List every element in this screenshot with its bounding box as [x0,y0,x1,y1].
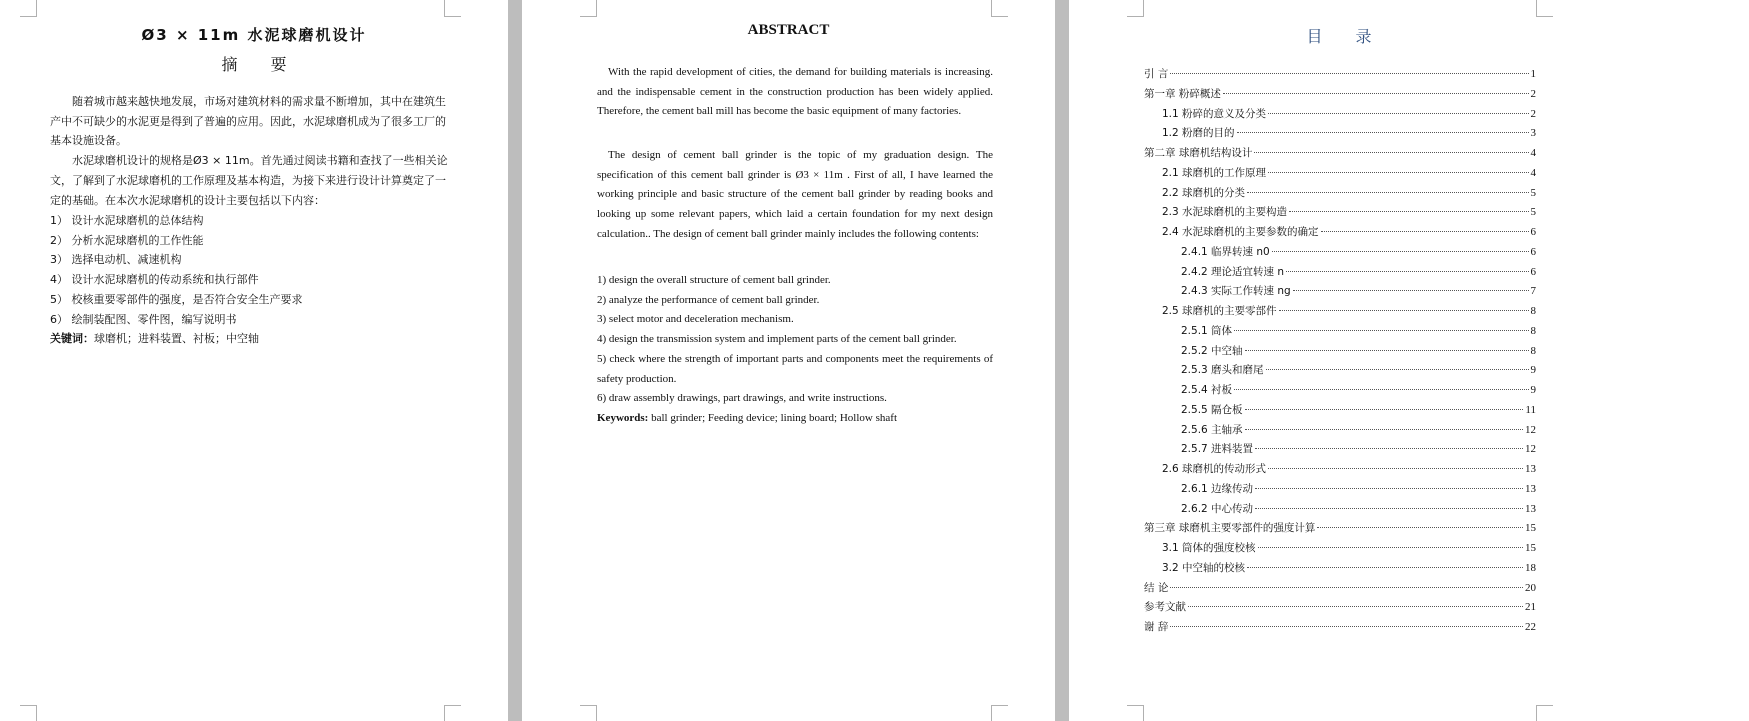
toc-entry[interactable] [1144,282,1536,302]
toc-page-number: 12 [1525,443,1536,456]
toc-entry-label: 结 论 [1144,581,1169,594]
toc-leader-dots [1170,626,1523,627]
list-item: 5） 校核重要零部件的强度，是否符合安全生产要求 [50,292,303,306]
toc-page-number: 7 [1530,285,1536,298]
toc-page-number: 21 [1525,601,1536,614]
keywords-line [50,329,448,349]
list-item: 2) analyze the performance of cement ball grinder. [597,293,820,306]
toc-leader-dots [1286,271,1528,272]
toc-list [1144,65,1536,638]
page-chinese-abstract [0,0,508,721]
toc-entry[interactable] [1144,480,1536,500]
toc-entry[interactable] [1144,401,1536,421]
toc-page-number: 2 [1530,107,1536,120]
toc-leader-dots [1237,132,1529,133]
corner-mark [991,0,1008,17]
toc-leader-dots [1268,172,1528,173]
toc-entry-label: 2.6.2 中心传动 [1181,502,1254,515]
toc-entry[interactable] [1144,361,1536,381]
document-title: Ø3 × 11m 水泥球磨机设计 [141,26,367,44]
toc-entry-label: 2.3 水泥球磨机的主要构造 [1162,206,1288,219]
toc-page-number: 9 [1530,364,1536,377]
toc-entry-label: 2.2 球磨机的分类 [1162,186,1246,199]
toc-leader-dots [1268,468,1523,469]
toc-page-number: 8 [1530,344,1536,357]
toc-page-number: 15 [1525,542,1536,554]
keywords-text: 球磨机；进料装置、衬板；中空轴 [94,332,259,346]
toc-entry[interactable] [1144,105,1536,125]
design-content-list [597,271,993,429]
abstract-body [50,92,448,210]
toc-entry[interactable] [1144,322,1536,342]
toc-page-number: 11 [1525,403,1536,416]
toc-page-number: 4 [1530,147,1536,159]
toc-entry[interactable] [1144,164,1536,184]
toc-leader-dots [1255,448,1523,449]
abstract-title: ABSTRACT [747,22,830,38]
list-item: 4） 设计水泥球磨机的传动系统和执行部件 [50,273,259,287]
toc-entry-label: 第一章 粉碎概述 [1144,87,1221,100]
abstract-paragraph: 随着城市越来越快地发展，市场对建筑材料的需求量不断增加，其中在建筑生产中不可缺少的水泥更是得到了普遍的应用。因此，水泥球磨机成为了很多工厂的基本设施设备。 [50,95,446,148]
toc-entry[interactable] [1144,421,1536,441]
toc-page-number: 22 [1525,621,1536,633]
toc-entry[interactable] [1144,302,1536,322]
toc-entry[interactable] [1144,519,1536,539]
toc-entry-label: 2.4.3 实际工作转速 ng [1181,285,1291,298]
abstract-paragraph [597,146,993,245]
toc-page-number: 15 [1525,522,1536,535]
toc-leader-dots [1272,251,1529,252]
corner-mark [444,705,461,721]
toc-entry-label: 2.5.5 隔仓板 [1181,403,1243,416]
toc-page-number: 20 [1525,581,1536,594]
abstract-paragraph [597,63,993,122]
corner-mark [580,0,597,17]
toc-page-number: 1 [1530,68,1536,80]
toc-entry[interactable] [1144,539,1536,559]
list-item: 5) check where the strength of important parts and components meet the requirements of safety production. [597,352,993,385]
toc-entry[interactable] [1144,184,1536,204]
design-content-list [50,211,448,349]
toc-leader-dots [1234,389,1528,390]
toc-entry-label: 2.5.1 筒体 [1181,324,1233,337]
toc-leader-dots [1247,567,1523,568]
list-item: 6） 绘制装配图、零件图，编写说明书 [50,312,237,326]
toc-entry[interactable] [1144,223,1536,243]
toc-entry-label: 2.6 球磨机的传动形式 [1162,463,1267,475]
toc-page-number: 13 [1525,502,1536,515]
toc-entry[interactable] [1144,381,1536,401]
toc-leader-dots [1255,508,1523,509]
toc-entry[interactable] [1144,618,1536,638]
toc-leader-dots [1279,310,1529,311]
list-item: 3） 选择电动机、减速机构 [50,253,182,267]
toc-leader-dots [1321,231,1529,232]
toc-entry-label: 参考文献 [1144,601,1186,614]
toc-entry[interactable] [1144,124,1536,144]
list-item: 1） 设计水泥球磨机的总体结构 [50,214,204,227]
toc-leader-dots [1293,290,1529,291]
toc-entry-label: 3.2 中空轴的校核 [1162,561,1246,574]
abstract-paragraph: 水泥球磨机设计的规格是Ø3 × 11m。首先通过阅读书籍和查找了一些相关论文，了解到了水泥球磨机的工作原理及基本构造，为接下来进行设计计算奠定了一定的基础。在本次水泥球磨机的设计主要包括以下内容： [50,154,448,207]
toc-entry[interactable] [1144,144,1536,164]
toc-entry-label: 2.5.7 进料装置 [1181,443,1254,456]
toc-leader-dots [1170,587,1523,588]
toc-entry[interactable] [1144,460,1536,480]
toc-leader-dots [1245,429,1523,430]
toc-leader-dots [1255,488,1523,489]
toc-entry-label: 1.1 粉碎的意义及分类 [1162,107,1267,120]
list-item: 2） 分析水泥球磨机的工作性能 [50,233,204,247]
page-table-of-contents [1069,0,1749,721]
toc-leader-dots [1223,93,1529,94]
toc-entry-label: 2.5.6 主轴承 [1181,423,1243,436]
keywords-label: Keywords: [597,411,649,424]
toc-page-number: 6 [1530,265,1536,278]
toc-page-number: 5 [1530,186,1536,199]
toc-leader-dots [1234,330,1528,331]
toc-entry-label: 2.5.2 中空轴 [1181,344,1243,357]
toc-page-number: 4 [1530,166,1536,179]
toc-entry-label: 2.5.4 衬板 [1181,384,1233,396]
toc-entry-label: 2.4 水泥球磨机的主要参数的确定 [1162,226,1319,238]
toc-page-number: 9 [1530,384,1536,396]
list-item: 6) draw assembly drawings, part drawings, and write instructions. [597,392,887,405]
toc-leader-dots [1254,152,1528,153]
toc-leader-dots [1245,409,1524,410]
toc-entry-label: 第三章 球磨机主要零部件的强度计算 [1144,522,1316,535]
toc-entry-label: 3.1 筒体的强度校核 [1162,542,1256,554]
list-item: 4) design the transmission system and implement parts of the cement ball grinder. [597,333,957,346]
toc-entry[interactable] [1144,203,1536,223]
list-item: 3) select motor and deceleration mechanism. [597,313,794,326]
toc-leader-dots [1247,192,1528,193]
toc-page-number: 2 [1530,87,1536,100]
toc-page-number: 13 [1525,482,1536,495]
corner-mark [444,0,461,17]
toc-entry[interactable] [1144,263,1536,283]
toc-leader-dots [1188,606,1523,607]
corner-mark [20,705,37,721]
toc-entry-label: 2.5 球磨机的主要零部件 [1162,305,1277,317]
toc-entry[interactable] [1144,342,1536,362]
keywords-label: 关键词： [50,332,94,346]
corner-mark [1536,705,1553,721]
list-item: 1) design the overall structure of cement ball grinder. [597,274,831,286]
toc-title: 目 录 [1306,27,1386,46]
toc-entry[interactable] [1144,440,1536,460]
toc-entry[interactable] [1144,65,1536,85]
keywords-text: ball grinder; Feeding device; lining board; Hollow shaft [648,411,897,424]
toc-entry-label: 谢 辞 [1144,621,1169,633]
toc-entry[interactable] [1144,559,1536,579]
abstract-paragraph-text: With the rapid development of cities, the demand for building materials is increasing. and the indispensable cement in the construction production has been widely applied. Therefore, the cement ball mill has become the basic equipment of many factories. [597,66,993,118]
corner-mark [1536,0,1553,17]
toc-page-number: 12 [1525,423,1536,436]
toc-entry-label: 2.4.2 理论适宜转速 n [1181,265,1285,278]
corner-mark [20,0,37,17]
corner-mark [991,705,1008,721]
toc-entry-label: 第二章 球磨机结构设计 [1144,147,1253,159]
toc-leader-dots [1289,211,1528,212]
toc-page-number: 8 [1530,324,1536,337]
page-english-abstract [522,0,1055,721]
toc-page-number: 13 [1525,463,1536,475]
toc-entry[interactable] [1144,85,1536,105]
toc-entry-label: 2.5.3 磨头和磨尾 [1181,364,1264,377]
toc-entry-label: 2.4.1 临界转速 n0 [1181,245,1270,258]
toc-leader-dots [1258,547,1523,548]
toc-entry[interactable] [1144,598,1536,618]
toc-entry-label: 1.2 粉磨的目的 [1162,127,1235,140]
toc-entry[interactable] [1144,500,1536,520]
abstract-paragraph-text: The design of cement ball grinder is the topic of my graduation design. The specification of this cement ball grinder is Ø3 × 11m . First of all, I have learned the working principle and basic structure of the cement ball grinder by reading books and looking up some relevant papers, which laid a certain foundation for my next design calculation.. The design of cement ball grinder mainly includes the following contents: [597,149,993,240]
keywords-line [597,409,993,429]
toc-entry-label: 2.6.1 边缘传动 [1181,482,1254,495]
corner-mark [1127,705,1144,721]
toc-page-number: 5 [1530,206,1536,219]
corner-mark [1127,0,1144,17]
toc-leader-dots [1317,527,1523,528]
toc-entry-label: 2.1 球磨机的工作原理 [1162,166,1267,179]
toc-page-number: 18 [1525,561,1536,574]
toc-page-number: 3 [1530,127,1536,140]
toc-page-number: 8 [1530,305,1536,317]
toc-leader-dots [1245,350,1529,351]
toc-entry-label: 引 言 [1144,68,1169,80]
toc-page-number: 6 [1530,245,1536,258]
toc-leader-dots [1268,113,1528,114]
toc-leader-dots [1266,369,1529,370]
corner-mark [580,705,597,721]
toc-leader-dots [1170,73,1528,74]
toc-page-number: 6 [1530,226,1536,238]
toc-entry[interactable] [1144,243,1536,263]
toc-entry[interactable] [1144,579,1536,599]
abstract-heading: 摘 要 [221,55,301,74]
